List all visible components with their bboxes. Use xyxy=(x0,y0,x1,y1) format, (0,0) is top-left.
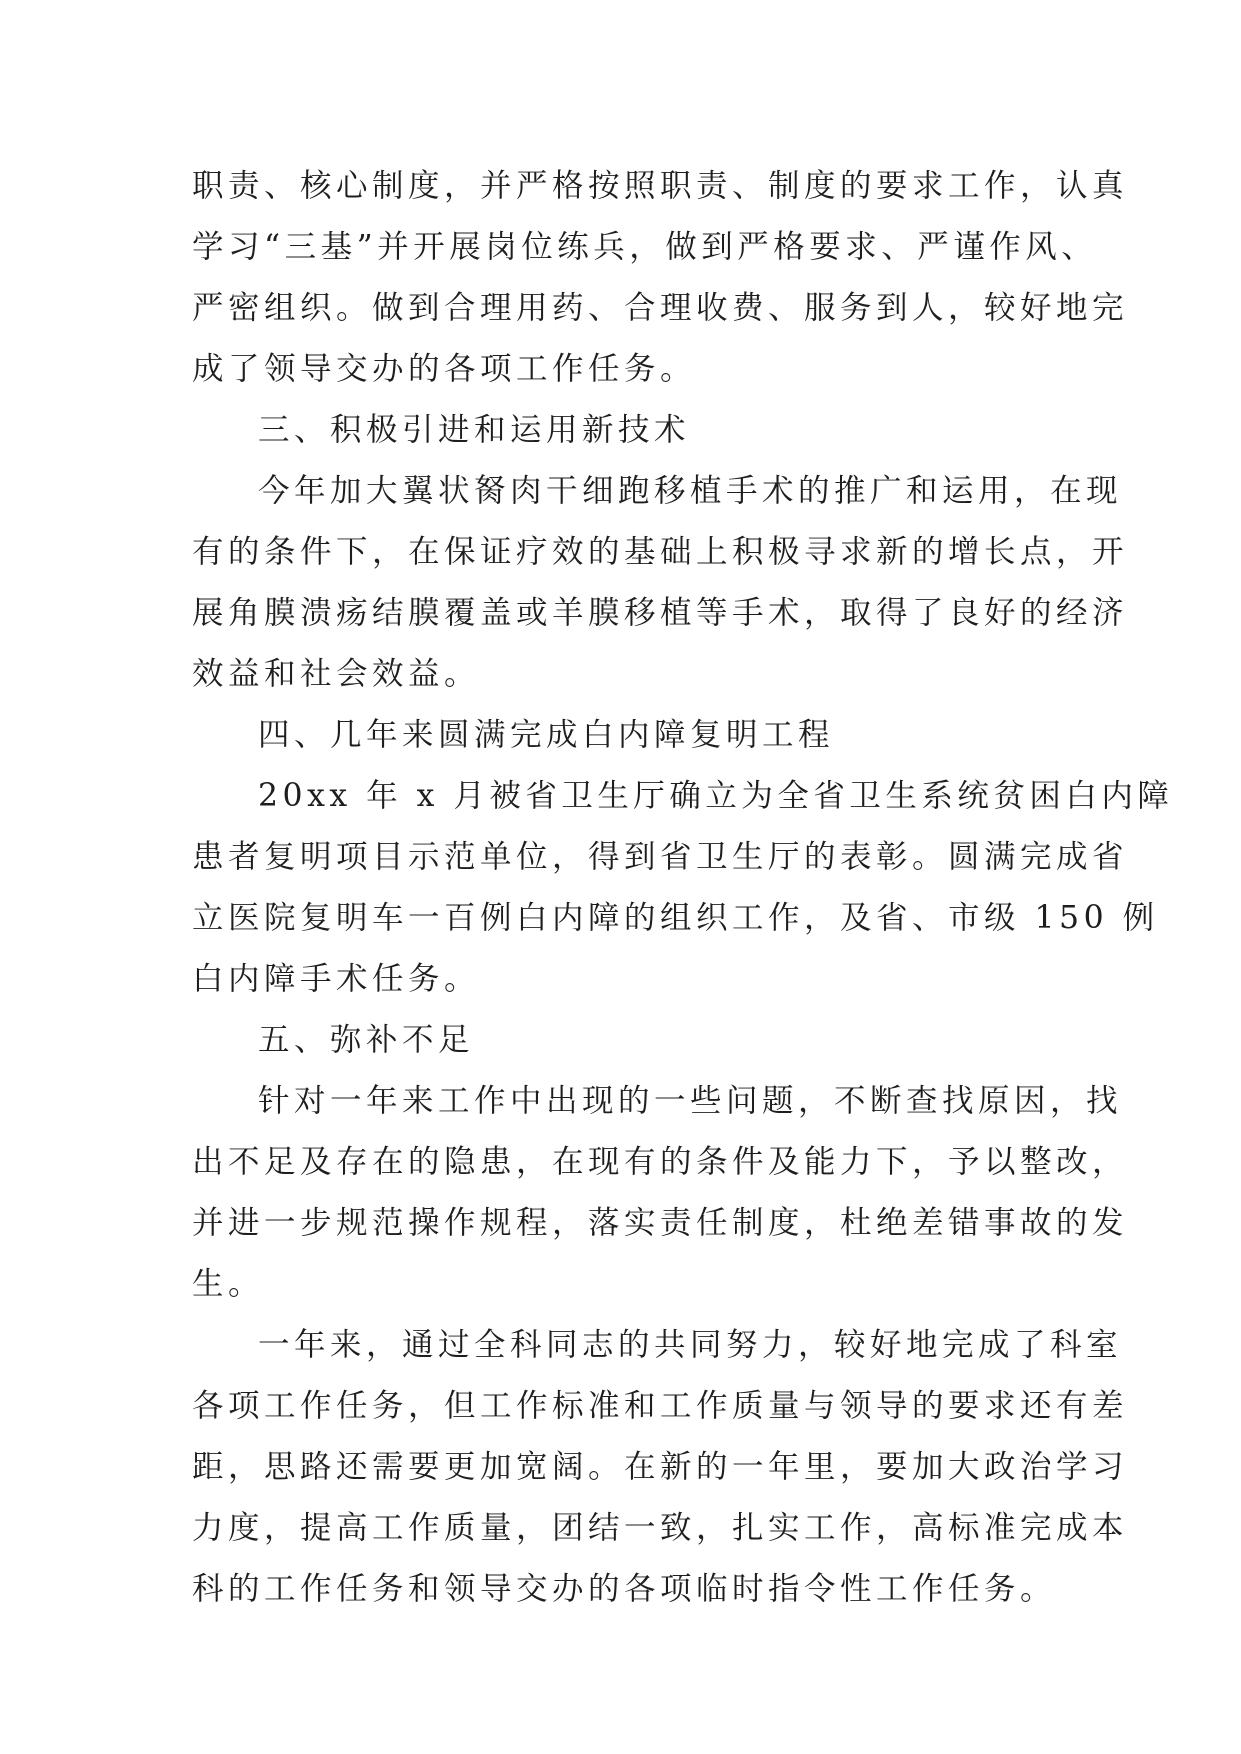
document-body xyxy=(192,156,1174,1620)
text-line: 患者复明项目示范单位，得到省卫生厅的表彰。圆满完成省 xyxy=(192,839,1129,875)
text-line: 今年加大翼状胬肉干细跑移植手术的推广和运用，在现 xyxy=(258,473,1123,509)
text-line: 学习“三基”并开展岗位练兵，做到严格要求、严谨作风、 xyxy=(192,229,1098,265)
text-line: 并进一步规范操作规程，落实责任制度，杜绝差错事故的发 xyxy=(192,1205,1129,1241)
text-line: 成了领导交办的各项工作任务。 xyxy=(192,351,697,387)
text-line: 展角膜溃疡结膜覆盖或羊膜移植等手术，取得了良好的经济 xyxy=(192,595,1129,631)
text-line: 严密组织。做到合理用药、合理收费、服务到人，较好地完 xyxy=(192,290,1129,326)
text-line: 科的工作任务和领导交办的各项临时指令性工作任务。 xyxy=(192,1571,1057,1607)
text-line: 三、积极引进和运用新技术 xyxy=(258,412,691,448)
text-line: 针对一年来工作中出现的一些问题，不断查找原因，找 xyxy=(258,1083,1123,1119)
text-line: 效益和社会效益。 xyxy=(192,656,481,692)
text-line: 各项工作任务，但工作标准和工作质量与领导的要求还有差 xyxy=(192,1388,1129,1424)
text-line: 白内障手术任务。 xyxy=(192,961,481,997)
text-line: 距，思路还需要更加宽阔。在新的一年里，要加大政治学习 xyxy=(192,1449,1129,1485)
text-line: 力度，提高工作质量，团结一致，扎实工作，高标准完成本 xyxy=(192,1510,1129,1546)
text-line: 立医院复明车一百例白内障的组织工作，及省、市级 150 例 xyxy=(192,900,1159,936)
text-line: 有的条件下，在保证疗效的基础上积极寻求新的增长点，开 xyxy=(192,534,1129,570)
text-line: 职责、核心制度，并严格按照职责、制度的要求工作，认真 xyxy=(192,168,1129,204)
text-line: 四、几年来圆满完成白内障复明工程 xyxy=(258,717,835,753)
text-line: 出不足及存在的隐患，在现有的条件及能力下，予以整改， xyxy=(192,1144,1129,1180)
text-line: 五、弥补不足 xyxy=(258,1022,475,1058)
text-line: 生。 xyxy=(192,1266,265,1302)
text-line: 20xx 年 x 月被省卫生厅确立为全省卫生系统贫困白内障 xyxy=(258,778,1174,814)
text-line: 一年来，通过全科同志的共同努力，较好地完成了科室 xyxy=(258,1327,1123,1363)
